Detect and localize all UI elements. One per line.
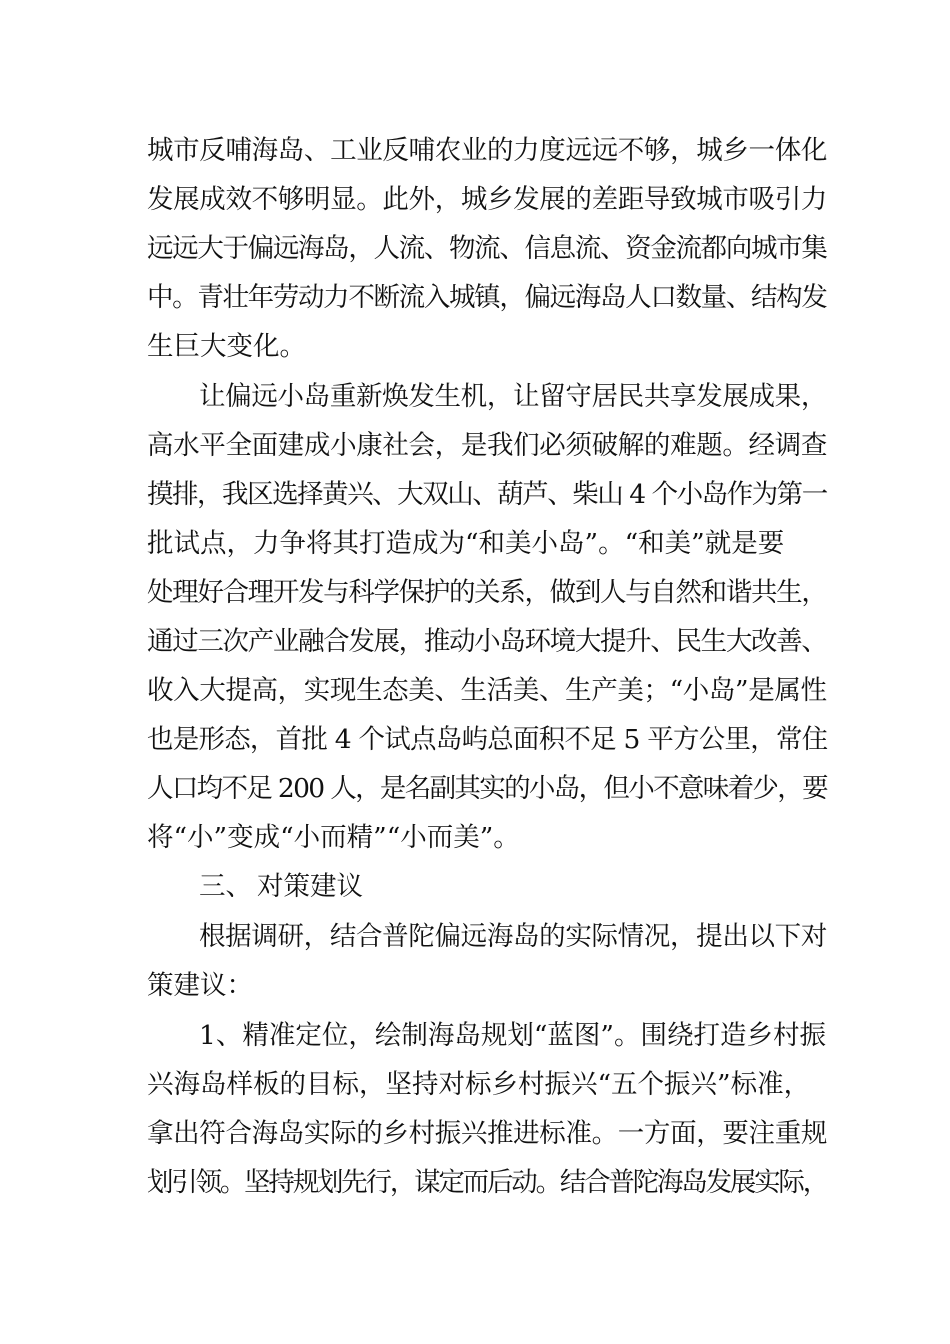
text-line: 人口均不足 200 人，是名副其实的小岛，但小不意味着少，要 [147,773,827,804]
section-heading-title: 对策建议 [257,871,363,902]
text-line: 城市反哺海岛、工业反哺农业的力度远远不够，城乡一体化 [147,135,827,166]
text-line: 通过三次产业融合发展，推动小岛环境大提升、民生大改善、 [147,626,827,657]
text-line: 发展成效不够明显。此外，城乡发展的差距导致城市吸引力 [147,184,827,215]
paragraph-first-line: 根据调研，结合普陀偏远海岛的实际情况，提出以下对 [199,921,827,952]
text-line: 收入大提高，实现生态美、生活美、生产美；“小岛”是属性 [147,675,827,706]
paragraph-first-line: 1、精准定位，绘制海岛规划“蓝图”。围绕打造乡村振 [199,1020,826,1051]
text-line: 摸排，我区选择黄兴、大双山、葫芦、柴山 4 个小岛作为第一 [147,479,827,510]
section-heading-number: 三、 [199,871,252,902]
text-line: 中。青壮年劳动力不断流入城镇，偏远海岛人口数量、结构发 [147,282,827,313]
section-heading [199,862,363,912]
text-line: 将“小”变成“小而精”“小而美”。 [147,822,520,853]
text-line: 高水平全面建成小康社会，是我们必须破解的难题。经调查 [147,430,827,461]
text-line: 兴海岛样板的目标，坚持对标乡村振兴“五个振兴”标准， [147,1069,811,1100]
text-line: 也是形态，首批 4 个试点岛屿总面积不足 5 平方公里，常住 [147,724,828,755]
text-line: 远远大于偏远海岛，人流、物流、信息流、资金流都向城市集 [147,233,827,264]
text-line: 生巨大变化。 [147,331,306,362]
text-line: 处理好合理开发与科学保护的关系，做到人与自然和谐共生， [147,577,827,608]
text-line: 批试点，力争将其打造成为“和美小岛”。“和美”就是要 [147,528,785,559]
text-line: 划引领。坚持规划先行，谋定而后动。结合普陀海岛发展实际， [147,1167,827,1198]
paragraph-first-line: 让偏远小岛重新焕发生机，让留守居民共享发展成果， [199,381,827,412]
text-line: 拿出符合海岛实际的乡村振兴推进标准。一方面，要注重规 [147,1118,827,1149]
text-line: 策建议： [147,970,253,1001]
